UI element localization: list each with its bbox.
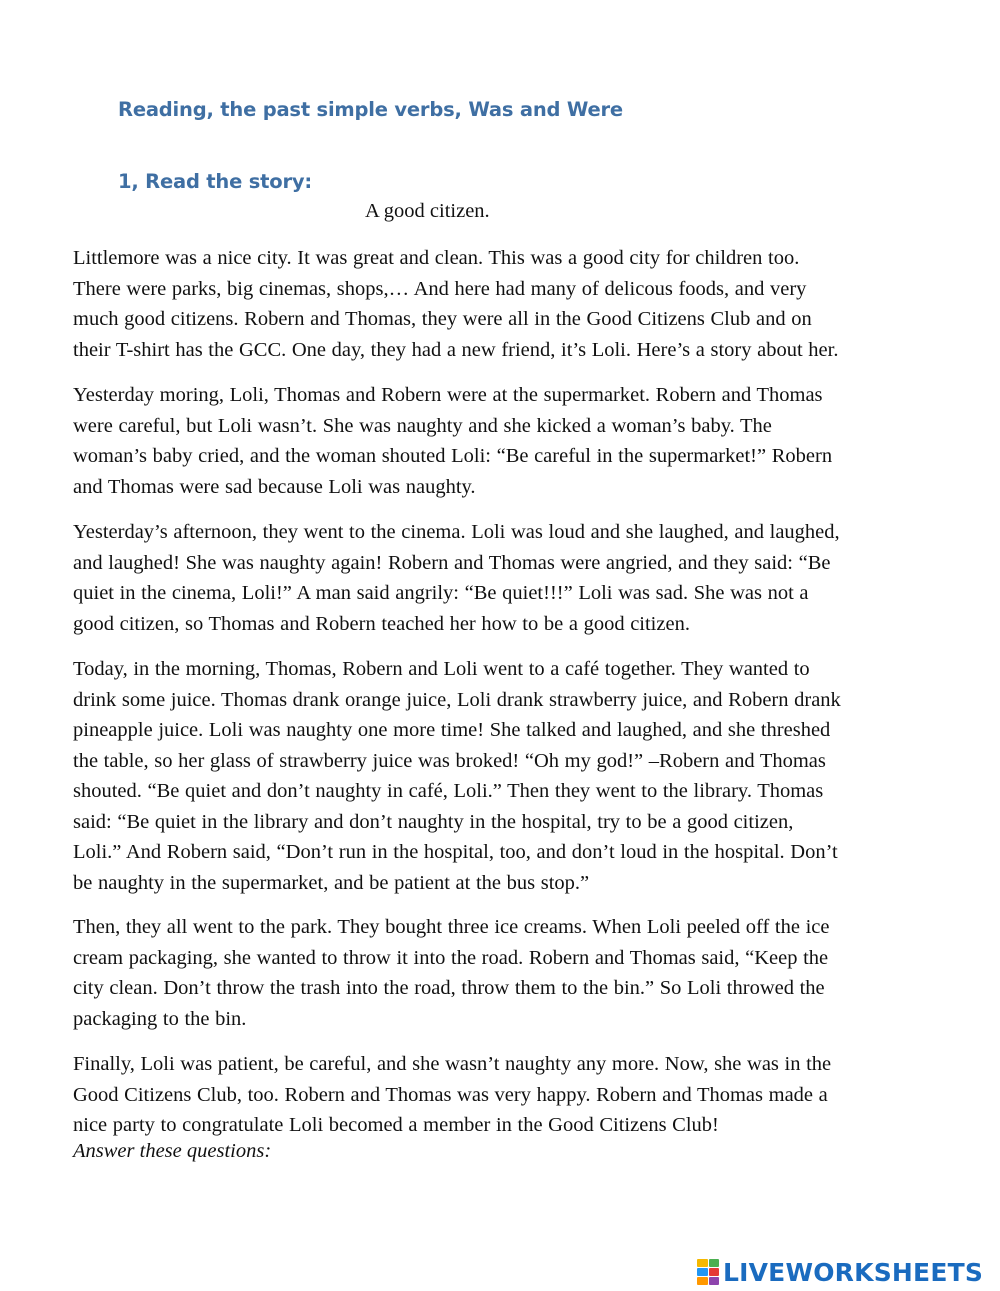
logo-block — [709, 1277, 720, 1285]
story-line: woman’s baby cried, and the woman shouted Loli: “Be careful in the supermarket!” Robern — [73, 445, 833, 467]
story-line: Then, they all went to the park. They bought three ice creams. When Loli peeled off the ice — [73, 916, 830, 938]
story-line: shouted. “Be quiet and don’t naughty in café, Loli.” Then they went to the library. Thomas — [73, 780, 824, 802]
story-line: city clean. Don’t throw the trash into the road, throw them to the bin.” So Loli throwed the — [73, 977, 825, 999]
story-paragraph — [73, 243, 933, 365]
story-paragraph — [73, 380, 933, 502]
story-line: Finally, Loli was patient, be careful, and she wasn’t naughty any more. Now, she was in the — [73, 1053, 832, 1075]
story-line: were careful, but Loli wasn’t. She was naughty and she kicked a woman’s baby. The — [73, 414, 772, 437]
logo-block — [697, 1268, 708, 1276]
story-line: Yesterday’s afternoon, they went to the cinema. Loli was loud and she laughed, and laughed, — [73, 521, 840, 543]
story-line: much good citizens. Robern and Thomas, they were all in the Good Citizens Club and on — [73, 308, 812, 330]
answer-prompt: Answer these questions: — [73, 1140, 272, 1162]
story-line: packaging to the bin. — [73, 1007, 247, 1030]
page-title: Reading, the past simple verbs, Was and Were — [118, 98, 623, 121]
story-line: and laughed! She was naughty again! Robern and Thomas were angried, and they said: “Be — [73, 551, 831, 574]
brand-name: LIVEWORKSHEETS — [723, 1257, 984, 1287]
story-paragraph — [73, 912, 933, 1034]
story-line: Yesterday moring, Loli, Thomas and Robern were at the supermarket. Robern and Thomas — [73, 384, 823, 406]
story-line: Today, in the morning, Thomas, Robern and Loli went to a café together. They wanted to — [73, 658, 810, 680]
story-line: Littlemore was a nice city. It was great and clean. This was a good city for children too. — [73, 247, 800, 269]
logo-block — [709, 1268, 720, 1276]
story-paragraph — [73, 517, 933, 639]
story-title: A good citizen. — [365, 200, 490, 222]
story-line: drink some juice. Thomas drank orange juice, Loli drank strawberry juice, and Robern drank — [73, 688, 841, 711]
logo-block — [709, 1259, 720, 1267]
logo-block — [697, 1259, 708, 1267]
liveworksheets-icon — [697, 1259, 719, 1285]
story-line: Good Citizens Club, too. Robern and Thomas was very happy. Robern and Thomas made a — [73, 1083, 828, 1106]
story-line: cream packaging, she wanted to throw it into the road. Robern and Thomas said, “Keep the — [73, 946, 829, 969]
story-line: Loli.” And Robern said, “Don’t run in the hospital, too, and don’t loud in the hospital. Don’t — [73, 841, 838, 863]
story-line: nice party to congratulate Loli becomed a member in the Good Citizens Club! — [73, 1114, 719, 1136]
story-line: quiet in the cinema, Loli!” A man said angrily: “Be quiet!!!” Loli was sad. She was not a — [73, 582, 809, 604]
story-paragraph — [73, 1049, 933, 1141]
section-instruction: 1, Read the story: — [118, 170, 312, 193]
logo-block — [697, 1277, 708, 1285]
story-paragraph — [73, 654, 933, 898]
story-line: pineapple juice. Loli was naughty one more time! She talked and laughed, and she threshed — [73, 719, 831, 741]
story-line: and Thomas were sad because Loli was naughty. — [73, 475, 476, 498]
story-line: There were parks, big cinemas, shops,… And here had many of delicous foods, and very — [73, 277, 807, 300]
story-line: their T-shirt has the GCC. One day, they had a new friend, it’s Loli. Here’s a story about her. — [73, 338, 839, 361]
story-line: be naughty in the supermarket, and be patient at the bus stop.” — [73, 871, 590, 894]
story-line: good citizen, so Thomas and Robern teached her how to be a good citizen. — [73, 612, 690, 635]
story-line: the table, so her glass of strawberry juice was broked! “Oh my god!” –Robern and Thomas — [73, 749, 826, 772]
story-line: said: “Be quiet in the library and don’t naughty in the hospital, try to be a good citizen, — [73, 810, 794, 833]
liveworksheets-logo[interactable] — [697, 1257, 983, 1287]
